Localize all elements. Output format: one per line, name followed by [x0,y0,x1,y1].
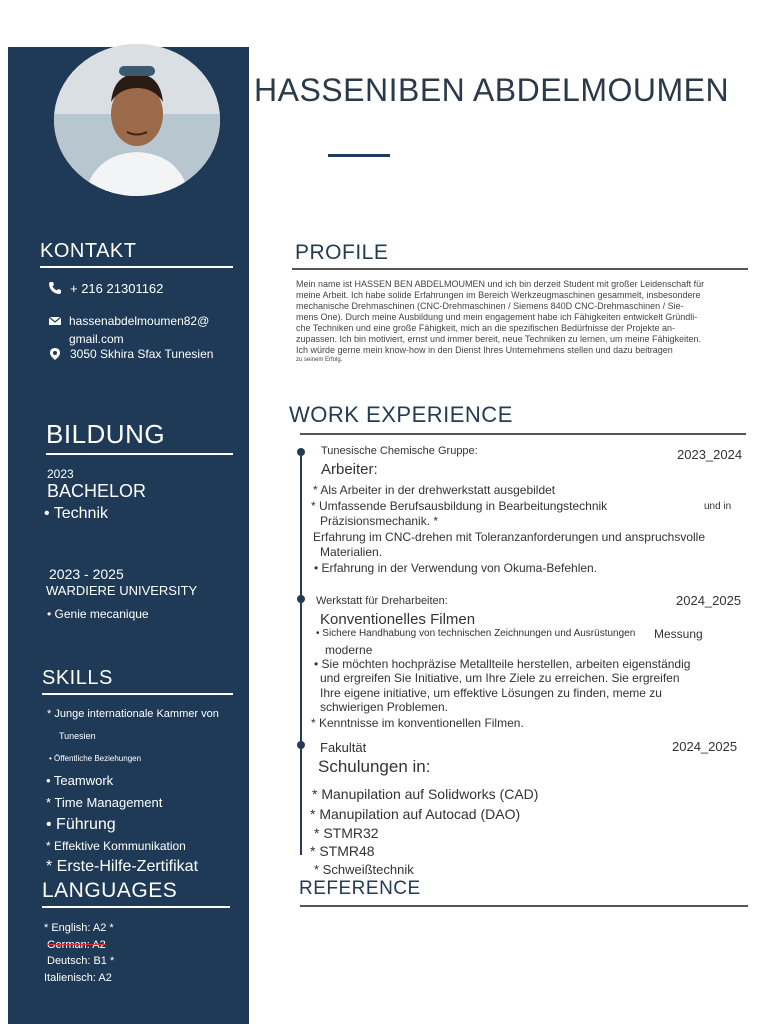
skill-item: * Effektive Kommunikation [46,839,186,853]
profile-line: Mein name ist HASSEN BEN ABDELMOUMEN und ich bin derzeit Student mit großer Leidenschaft für [296,279,705,289]
timeline-dot [297,741,305,749]
job-line: * Schweißtechnik [314,862,414,877]
job-years: 2024_2025 [676,593,742,608]
job-line: moderne [325,643,373,657]
email-line-1: hassenabdelmoumen82@ [69,314,210,328]
reference-heading: REFERENCE [299,878,421,899]
job-line: * Umfassende Berufsausbildung in Bearbeitungstechnik [311,499,608,513]
profile-line: Ich würde gerne mein know-how in den Dienst Ihres Unternehmens stellen und dazu beitragen [296,345,673,355]
job-role: Arbeiter: [321,461,378,478]
education-year-2: 2023 - 2025 [49,566,124,582]
job-role: Schulungen in: [318,757,431,776]
skill-item: • Öffentliche Beziehungen [49,754,142,763]
work-timeline [300,450,302,855]
education-heading: BILDUNG [46,419,233,455]
profile-line: zupassen. Ich bin motiviert, ernst und immer bereit, neue Techniken zu lernen, um meine Fähigkeiten. [296,334,702,344]
job-line: • Erfahrung in der Verwendung von Okuma-Befehlen. [314,561,598,575]
email-icon [48,314,62,328]
job-company: Werkstatt für Dreharbeiten: [316,595,448,607]
work-rule [300,433,746,435]
phone-number: + 216 21301162 [70,281,164,296]
skill-item: Tunesien [59,731,96,741]
skill-item: * Erste-Hilfe-Zertifikat [46,858,199,875]
language-item: * English: A2 * [44,922,114,934]
language-item: Deutsch: B1 * [47,955,115,967]
timeline-dot [297,448,305,456]
email-line-2: gmail.com [69,332,124,346]
name-underline [328,154,390,157]
education-degree-2: WARDIERE UNIVERSITY [46,583,198,598]
job-line: * Manupilation auf Solidworks (CAD) [312,786,539,802]
profile-line: che Techniken und eine große Fähigkeit, mich an die spezifischen Bedürfnisse der Projekte an- [296,323,676,333]
job-line: * Kenntnisse im konventionellen Filmen. [311,716,524,730]
profile-line: mens One). Durch meine Ausbildung und mein engagement habe ich Fähigkeiten entwickelt Gründli- [296,312,698,322]
job-line: Ihre eigene initiative, um effektive Lösungen zu finden, meme zu [320,686,662,700]
profile-photo [54,44,220,196]
job-line: und ergreifen Sie Initiative, um Ihre Ziele zu erreichen. Sie ergreifen [320,671,680,685]
job-line: Erfahrung im CNC-drehen mit Toleranzanforderungen und anspruchsvolle [313,530,705,544]
job-years: 2023_2024 [677,447,743,462]
job-line: * Als Arbeiter in der drehwerkstatt ausgebildet [313,483,556,497]
job-line: Materialien. [320,545,383,559]
work-heading: WORK EXPERIENCE [289,402,513,427]
education-year-1: 2023 [47,467,74,481]
address: 3050 Skhira Sfax Tunesien [70,347,214,361]
skill-item: * Time Management [46,795,163,810]
job-company: Tunesische Chemische Gruppe: [321,445,478,457]
job-line: * Manupilation auf Autocad (DAO) [310,806,521,822]
skill-item: • Führung [46,816,116,833]
candidate-name: HASSENIBEN ABDELMOUMEN [254,72,730,108]
languages-heading: LANGUAGES [42,879,230,908]
education-detail-1: • Technik [44,505,109,522]
job-line: • Sie möchten hochpräzise Metallteile herstellen, arbeiten eigenständig [314,657,691,671]
job-line: • Sichere Handhabung von technischen Zeichnungen und Ausrüstungen [316,628,636,639]
timeline-dot [297,595,305,603]
education-detail-2: • Genie mecanique [47,607,149,621]
skills-heading: SKILLS [42,667,233,695]
job-role: Konventionelles Filmen [320,611,476,628]
language-item: German: A2 [47,939,106,951]
profile-line: mechanische Drehmaschinen (CNC-Drehmaschinen / Siemens 840D CNC-Drehmaschinen / Sie- [296,301,684,311]
job-years: 2024_2025 [672,739,738,754]
job-line: * STMR32 [314,825,379,841]
profile-rule [292,268,748,270]
profile-line: meine Arbeit. Ich habe solide Erfahrungen im Bereich Werkzeugmaschinen gesammelt, insbesondere [296,290,701,300]
contact-heading: KONTAKT [40,240,233,268]
profile-line: zu seinem Erfolg. [296,357,343,363]
education-degree-1: BACHELOR [47,481,147,501]
profile-heading: PROFILE [295,241,389,264]
profile-text [296,279,756,365]
skill-item: • Teamwork [46,773,114,788]
job-line: Präzisionsmechanik. * [320,514,439,528]
job-line: Messung [654,627,703,641]
job-line: * STMR48 [310,843,375,859]
skill-item: * Junge internationale Kammer von [47,708,219,720]
job-line: und in [704,501,732,512]
job-line: schwierigen Problemen. [320,700,449,714]
job-company: Fakultät [320,740,367,755]
location-icon [48,347,62,361]
language-item: Italienisch: A2 [44,972,112,984]
reference-rule [300,905,748,907]
phone-icon [48,281,62,295]
